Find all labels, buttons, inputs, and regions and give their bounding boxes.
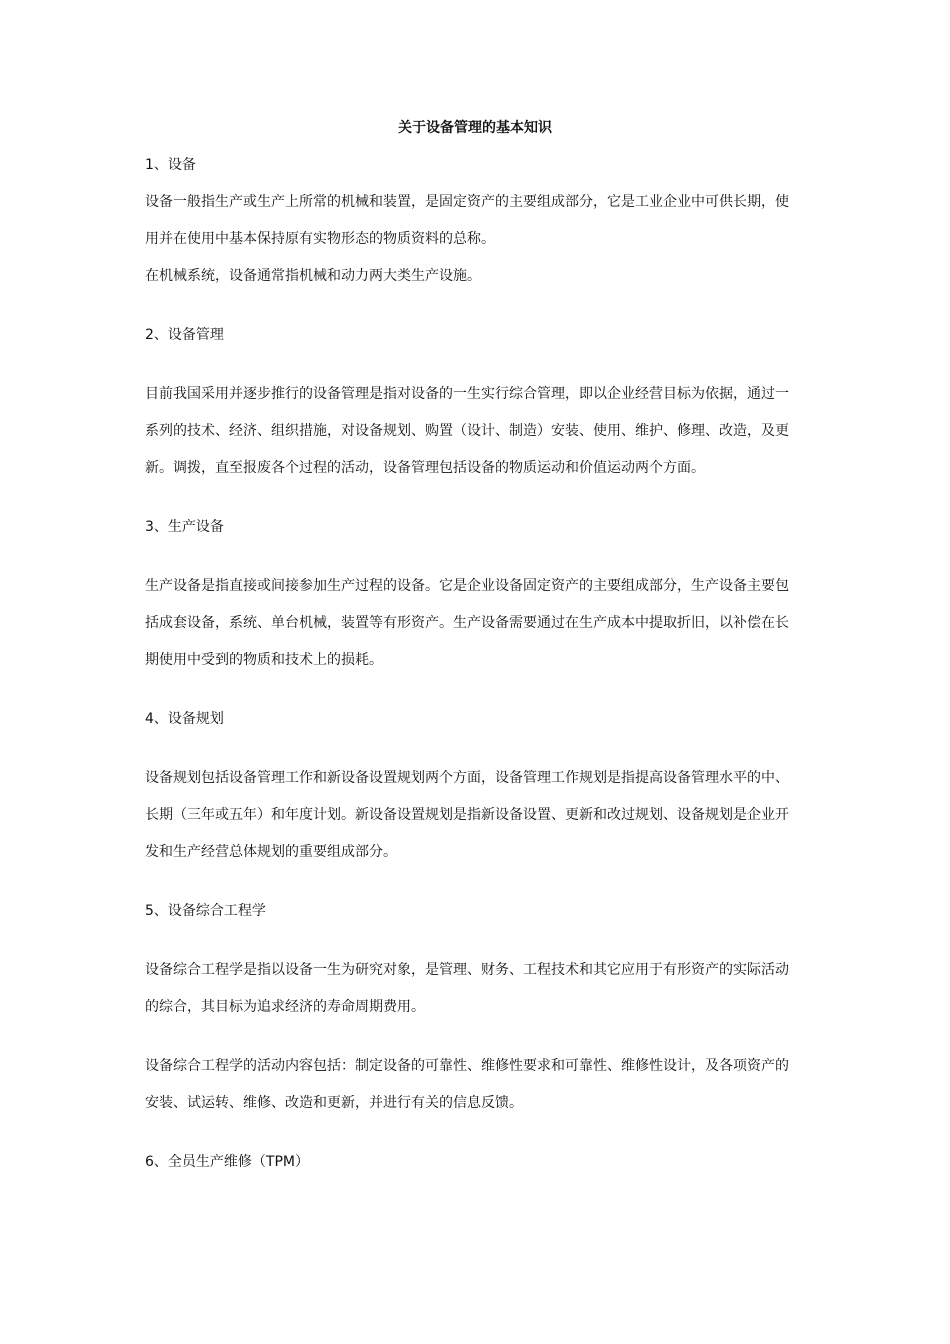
paragraph-line: 安装、试运转、维修、改造和更新，并进行有关的信息反馈。: [145, 1095, 523, 1111]
paragraph-line: 括成套设备，系统、单台机械，装置等有形资产。生产设备需要通过在生产成本中提取折旧，以补偿在长: [145, 615, 789, 631]
paragraph-line: 系列的技术、经济、组织措施，对设备规划、购置（设计、制造）安装、使用、维护、修理、改造，及更: [145, 423, 789, 439]
paragraph-line: 新。调拨，直至报废各个过程的活动，设备管理包括设备的物质运动和价值运动两个方面。: [145, 460, 705, 476]
paragraph-line: 的综合，其目标为追求经济的寿命周期费用。: [145, 999, 425, 1015]
page-title: 关于设备管理的基本知识: [398, 120, 552, 136]
paragraph-line: 设备综合工程学是指以设备一生为研究对象，是管理、财务、工程技术和其它应用于有形资产的实际活动: [145, 962, 789, 978]
section-heading-2: 2、设备管理: [145, 327, 224, 343]
paragraph-line: 用并在使用中基本保持原有实物形态的物质资料的总称。: [145, 231, 495, 247]
paragraph-line: 生产设备是指直接或间接参加生产过程的设备。它是企业设备固定资产的主要组成部分，生产设备主要包: [145, 578, 789, 594]
paragraph-line: 设备一般指生产或生产上所常的机械和装置，是固定资产的主要组成部分，它是工业企业中可供长期，使: [145, 194, 789, 210]
section-heading-3: 3、生产设备: [145, 519, 224, 535]
paragraph-line: 设备规划包括设备管理工作和新设备设置规划两个方面，设备管理工作规划是指提高设备管理水平的中、: [145, 770, 789, 786]
section-heading-6: 6、全员生产维修（TPM）: [145, 1154, 309, 1170]
paragraph-line: 长期（三年或五年）和年度计划。新设备设置规划是指新设备设置、更新和改过规划、设备规划是企业开: [145, 807, 789, 823]
section-heading-1: 1、设备: [145, 157, 196, 173]
paragraph-line: 目前我国采用并逐步推行的设备管理是指对设备的一生实行综合管理，即以企业经营目标为依据，通过一: [145, 386, 789, 402]
paragraph-line: 期使用中受到的物质和技术上的损耗。: [145, 652, 383, 668]
paragraph-line: 设备综合工程学的活动内容包括：制定设备的可靠性、维修性要求和可靠性、维修性设计，及各项资产的: [145, 1058, 789, 1074]
section-heading-4: 4、设备规划: [145, 711, 224, 727]
paragraph-line: 发和生产经营总体规划的重要组成部分。: [145, 844, 397, 860]
paragraph-line: 在机械系统，设备通常指机械和动力两大类生产设施。: [145, 268, 481, 284]
section-heading-5: 5、设备综合工程学: [145, 903, 266, 919]
